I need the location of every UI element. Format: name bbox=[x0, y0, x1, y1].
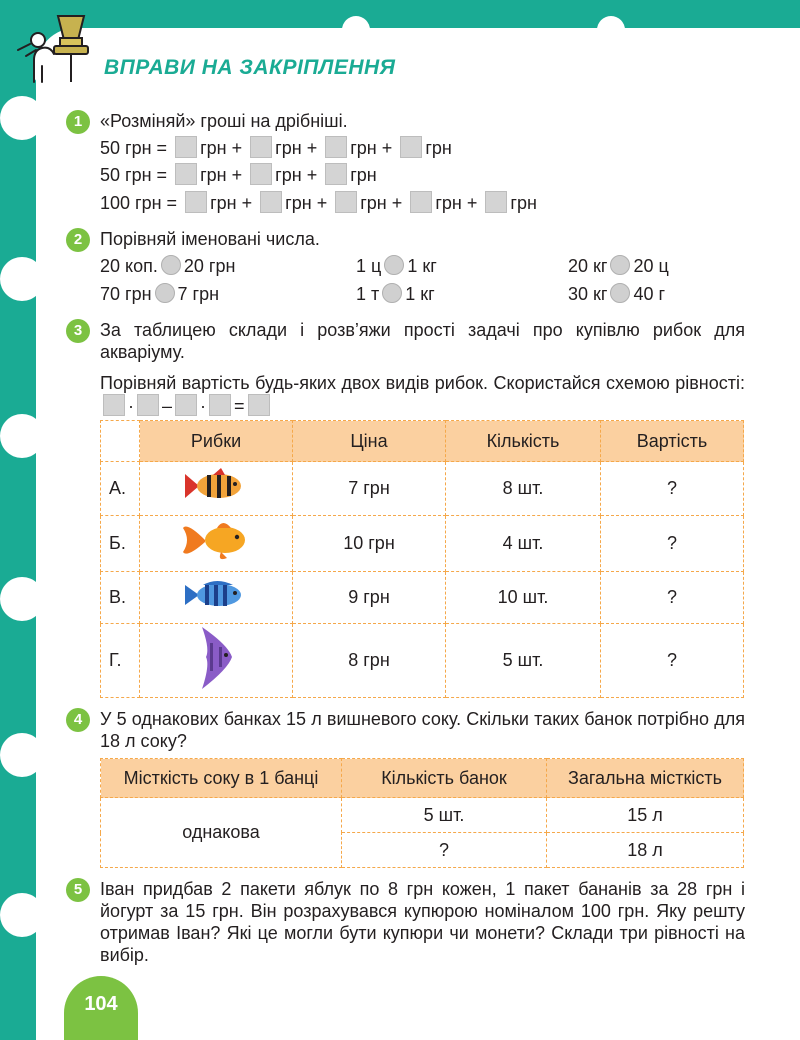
exercise-2-prompt: Порівняй іменовані числа. bbox=[100, 229, 320, 249]
compare-item: 30 кг 40 г bbox=[568, 284, 666, 304]
price-cell: 7 грн bbox=[293, 462, 446, 516]
exercise-1-line-1: 50 грн = грн + грн + грн + грн bbox=[100, 138, 452, 158]
exercise-4-text: У 5 однакових банках 15 л вишневого соку. Скільки таких банок потрібно для 18 л соку? bbox=[100, 709, 745, 751]
tiger-barb-fish-icon bbox=[183, 466, 249, 506]
table-row bbox=[101, 624, 744, 698]
fish-table bbox=[100, 420, 744, 698]
goldfish-icon bbox=[181, 518, 251, 564]
exercise-number: 4 bbox=[66, 708, 90, 732]
compare-item: 70 грн 7 грн bbox=[100, 284, 220, 304]
binder-hole bbox=[0, 257, 44, 301]
column-header: Кількість банок bbox=[342, 759, 547, 798]
compare-item: 20 кг 20 ц bbox=[568, 256, 669, 276]
cost-cell: ? bbox=[601, 572, 744, 624]
price-cell: 9 грн bbox=[293, 572, 446, 624]
table-row bbox=[101, 572, 744, 624]
compare-item: 1 т 1 кг bbox=[356, 284, 435, 304]
row-letter: Г. bbox=[101, 624, 140, 698]
exercise-3-text-2: Порівняй вартість будь-яких двох видів рибок. Скористайся схемою рівності: · – · = bbox=[100, 373, 745, 416]
total-cell: 18 л bbox=[547, 833, 744, 868]
binder-hole bbox=[0, 414, 44, 458]
exercise-1-line-2: 50 грн = грн + грн + грн bbox=[100, 165, 377, 185]
exercise-1-line-3: 100 грн = грн + грн + грн + грн + грн bbox=[100, 193, 537, 213]
exercise-number: 1 bbox=[66, 110, 90, 134]
column-header: Місткість соку в 1 банці bbox=[101, 759, 342, 798]
binder-hole bbox=[0, 96, 44, 140]
exercise-1-prompt: «Розміняй» гроші на дрібніші. bbox=[100, 111, 348, 131]
cost-cell: ? bbox=[601, 516, 744, 572]
fish-image bbox=[140, 516, 293, 572]
count-cell: ? bbox=[342, 833, 547, 868]
exercise-number: 5 bbox=[66, 878, 90, 902]
exercise-5-text: Іван придбав 2 пакети яблук по 8 грн кожен, 1 пакет бананів за 28 грн і йогурт за 15 грн. Він розрахувався купюрою номіналом 100 грн. Яку решту отримав Іван? Які це могли бути купюри чи монети? Склади три рівності на вибір. bbox=[100, 879, 745, 965]
binder-hole bbox=[0, 733, 44, 777]
capacity-cell: однакова bbox=[101, 798, 342, 868]
price-cell: 8 грн bbox=[293, 624, 446, 698]
count-cell: 5 шт. bbox=[342, 798, 547, 833]
exercise-number: 3 bbox=[66, 319, 90, 343]
top-notch-left bbox=[342, 16, 370, 44]
compare-item: 1 ц 1 кг bbox=[356, 256, 437, 276]
table-row bbox=[101, 462, 744, 516]
fish-image bbox=[140, 462, 293, 516]
section-title: ВПРАВИ НА ЗАКРІПЛЕННЯ bbox=[104, 56, 396, 79]
juice-table bbox=[100, 758, 744, 868]
qty-cell: 10 шт. bbox=[446, 572, 601, 624]
cost-cell: ? bbox=[601, 624, 744, 698]
thumbtack-icon bbox=[14, 10, 94, 86]
qty-cell: 5 шт. bbox=[446, 624, 601, 698]
row-letter: В. bbox=[101, 572, 140, 624]
price-cell: 10 грн bbox=[293, 516, 446, 572]
qty-cell: 8 шт. bbox=[446, 462, 601, 516]
row-letter: А. bbox=[101, 462, 140, 516]
fish-image bbox=[140, 624, 293, 698]
blue-cichlid-icon bbox=[183, 575, 249, 615]
top-notch-right bbox=[597, 16, 625, 44]
row-letter: Б. bbox=[101, 516, 140, 572]
compare-item: 20 коп. 20 грн bbox=[100, 256, 236, 276]
exercise-3-text-1: За таблицею склади і розв’яжи прості задачі про купівлю рибок для акваріуму. bbox=[100, 320, 745, 362]
binder-hole bbox=[0, 577, 44, 621]
table-row bbox=[101, 516, 744, 572]
qty-cell: 4 шт. bbox=[446, 516, 601, 572]
column-header: Ціна bbox=[293, 421, 446, 462]
binder-hole bbox=[0, 893, 44, 937]
column-header: Вартість bbox=[601, 421, 744, 462]
table-row bbox=[101, 798, 744, 833]
exercise-number: 2 bbox=[66, 228, 90, 252]
table-corner bbox=[101, 421, 140, 462]
column-header: Кількість bbox=[446, 421, 601, 462]
column-header: Загальна місткість bbox=[547, 759, 744, 798]
total-cell: 15 л bbox=[547, 798, 744, 833]
page-number: 104 bbox=[64, 976, 138, 1040]
column-header: Рибки bbox=[140, 421, 293, 462]
fish-image bbox=[140, 572, 293, 624]
angelfish-icon bbox=[188, 625, 244, 691]
cost-cell: ? bbox=[601, 462, 744, 516]
